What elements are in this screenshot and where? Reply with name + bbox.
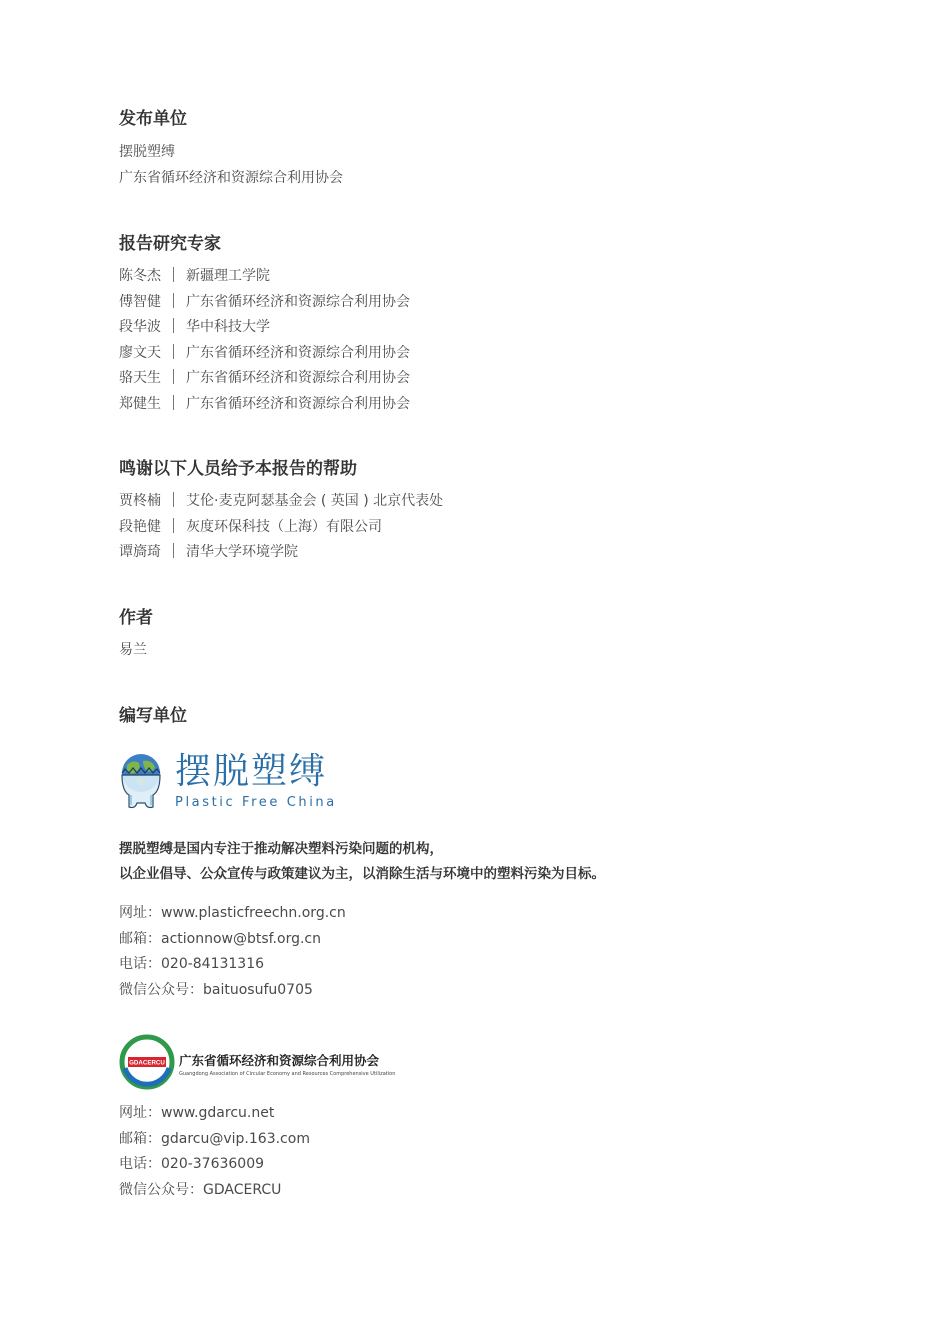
gd-website[interactable]: 网址：www.gdarcu.net [119, 1105, 275, 1121]
author-name: 易兰 [119, 642, 147, 658]
expert-org: 广东省循环经济和资源综合利用协会 [186, 344, 410, 361]
divider [173, 492, 174, 507]
publisher-section [119, 108, 899, 191]
pfc-email[interactable]: 邮箱：actionnow@btsf.org.cn [119, 930, 321, 947]
publisher-item: 摆脱塑缚 [119, 144, 175, 160]
gd-phone: 电话：020-37636009 [119, 1156, 265, 1172]
author-section [119, 607, 899, 664]
thanks-row [119, 489, 899, 515]
expert-org: 新疆理工学院 [186, 268, 270, 284]
gdacercu-logo [119, 1033, 396, 1091]
divider [173, 543, 174, 558]
expert-name: 郑健生 [119, 395, 161, 412]
expert-row [119, 392, 899, 418]
expert-row [119, 315, 899, 341]
experts-heading: 报告研究专家 [119, 234, 221, 254]
gd-contacts [119, 1101, 899, 1203]
description-line: 以企业倡导、公众宣传与政策建议为主，以消除生活与环境中的塑料污染为目标。 [119, 866, 605, 882]
divider [173, 344, 174, 359]
gd-logo-cn: 广东省循环经济和资源综合利用协会 [179, 1053, 380, 1068]
pfc-contacts [119, 901, 899, 1003]
thanks-org: 清华大学环境学院 [186, 544, 298, 560]
thanks-org: 灰度环保科技（上海）有限公司 [186, 518, 382, 535]
gd-badge-text: GDACERCU [129, 1059, 165, 1067]
expert-row [119, 366, 899, 392]
gd-email[interactable]: 邮箱：gdarcu@vip.163.com [119, 1130, 310, 1147]
expert-org: 广东省循环经济和资源综合利用协会 [186, 293, 410, 310]
thanks-name: 谭旖琦 [119, 544, 161, 560]
expert-name: 段华波 [119, 319, 161, 335]
pfc-wechat: 微信公众号：baituosufu0705 [119, 981, 313, 998]
gd-logo-en: Guangdong Association of Circular Economy and Resources Comprehensive Utilization [179, 1071, 396, 1077]
thanks-row [119, 515, 899, 541]
compiler-section [119, 705, 899, 727]
pfc-website[interactable]: 网址：www.plasticfreechn.org.cn [119, 905, 346, 921]
pfc-logo-en: Plastic Free China [175, 795, 337, 810]
expert-org: 华中科技大学 [186, 319, 270, 335]
publisher-heading: 发布单位 [119, 109, 187, 129]
thanks-name: 贾柊楠 [119, 493, 161, 509]
divider [173, 395, 174, 410]
description-line: 摆脱塑缚是国内专注于推动解决塑料污染问题的机构， [119, 841, 443, 857]
pfc-phone: 电话：020-84131316 [119, 956, 265, 972]
expert-name: 陈冬杰 [119, 268, 161, 284]
expert-row [119, 341, 899, 367]
expert-name: 傅智健 [119, 293, 161, 310]
divider [173, 267, 174, 282]
plastic-free-china-logo [119, 751, 359, 813]
expert-org: 广东省循环经济和资源综合利用协会 [186, 370, 410, 386]
pfc-logo-cn: 摆脱塑缚 [175, 751, 328, 792]
publisher-item: 广东省循环经济和资源综合利用协会 [119, 169, 343, 186]
divider [173, 318, 174, 333]
thanks-name: 段艳健 [119, 518, 161, 535]
thanks-org: 艾伦·麦克阿瑟基金会 ( 英国 ) 北京代表处 [186, 493, 444, 509]
thanks-heading: 鸣谢以下人员给予本报告的帮助 [119, 459, 357, 479]
gd-wechat: 微信公众号：GDACERCU [119, 1181, 282, 1198]
compiler-heading: 编写单位 [119, 706, 187, 726]
thanks-row [119, 540, 899, 566]
expert-name: 廖文天 [119, 344, 161, 361]
expert-row [119, 290, 899, 316]
divider [173, 369, 174, 384]
expert-org: 广东省循环经济和资源综合利用协会 [186, 395, 410, 412]
thanks-section [119, 458, 899, 566]
experts-section [119, 233, 899, 417]
pfc-description [119, 837, 899, 887]
ring-emblem-icon [119, 1034, 175, 1090]
globe-bottle-icon [119, 751, 163, 811]
divider [173, 518, 174, 533]
divider [173, 293, 174, 308]
expert-row [119, 264, 899, 290]
author-heading: 作者 [119, 608, 153, 628]
expert-name: 骆天生 [119, 370, 161, 386]
